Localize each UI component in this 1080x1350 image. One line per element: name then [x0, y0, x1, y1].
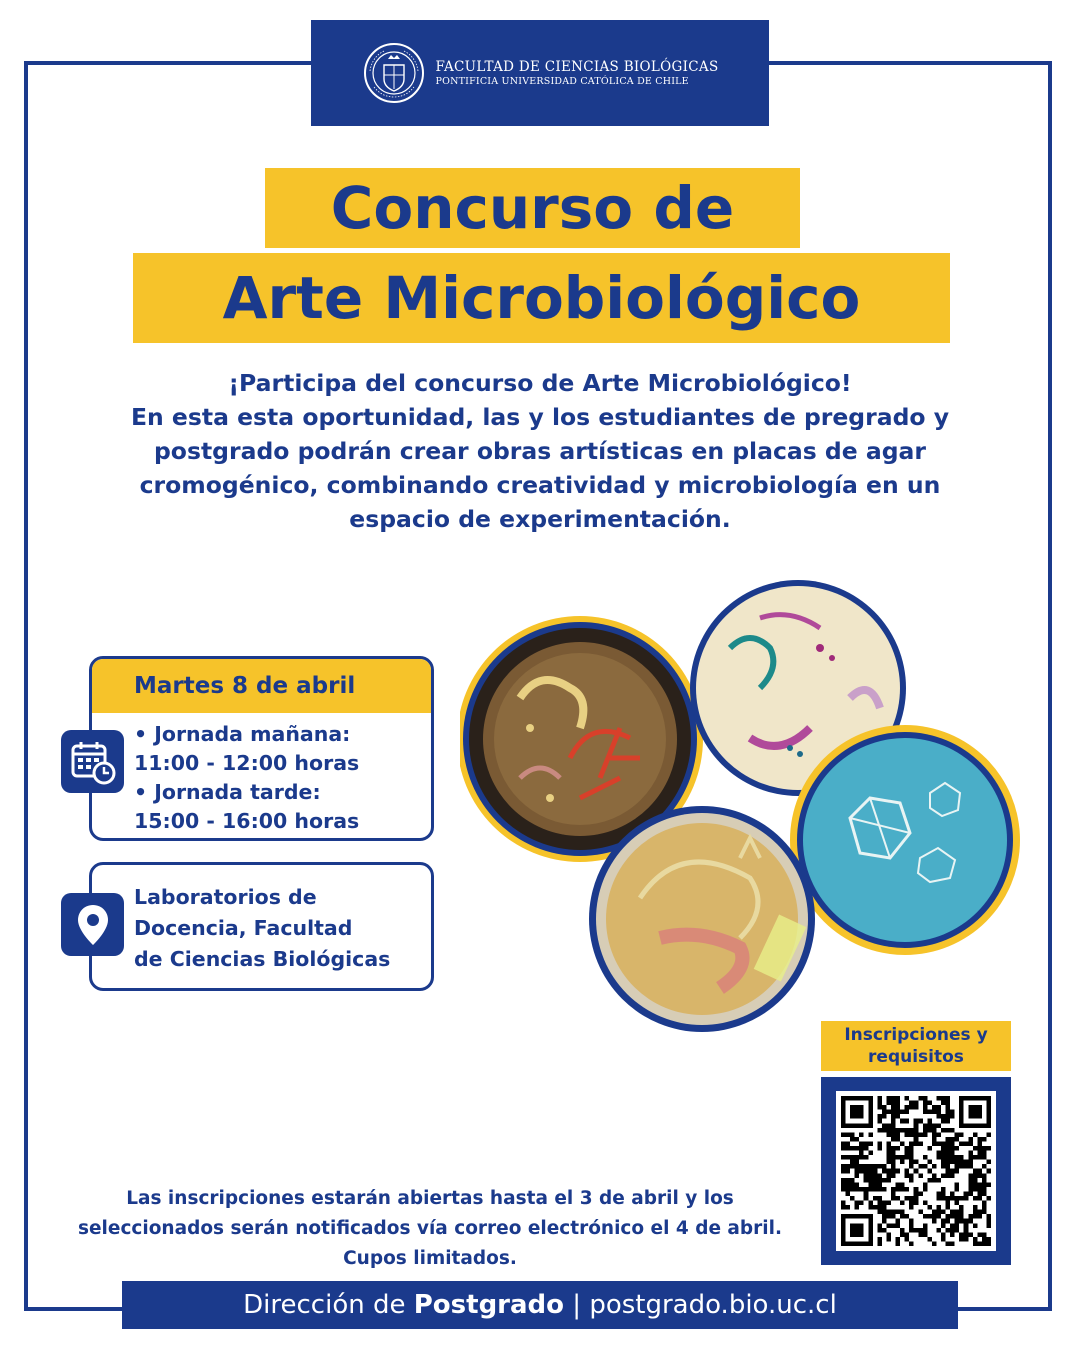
note-text: y los [678, 1188, 734, 1209]
petri-dish-collage [460, 578, 1030, 1048]
intro-line: ¡Participa del concurso de Arte Microbiológico! [228, 369, 852, 397]
footer-prefix: Dirección de [243, 1290, 414, 1320]
schedule-list [92, 713, 431, 836]
location-line: de Ciencias Biológicas [134, 947, 391, 971]
intro-line: espacio de experimentación. [349, 505, 731, 533]
schedule-item: • Jornada tarde: [134, 780, 321, 804]
location-card [89, 862, 434, 991]
intro-line: cromogénico, combinando creatividad y microbiología en un [139, 471, 941, 499]
registration-label-line: Inscripciones y [844, 1025, 988, 1045]
qr-code-icon[interactable] [841, 1096, 991, 1246]
note-deadline: 3 de abril [579, 1188, 679, 1209]
registration-label [821, 1021, 1011, 1071]
registration-label-line: requisitos [868, 1047, 964, 1067]
university-name: PONTIFICIA UNIVERSIDAD CATÓLICA DE CHILE [435, 76, 689, 87]
note-text: Las inscripciones estarán abiertas hasta el [126, 1188, 580, 1209]
petri-dish-yellow-drawing [589, 806, 815, 1032]
location-line: Laboratorios de [134, 885, 317, 909]
note-notification-date: 4 de abril. [675, 1218, 782, 1239]
map-pin-icon [76, 903, 110, 947]
faculty-header [311, 20, 769, 126]
footer-url-link[interactable]: postgrado.bio.uc.cl [589, 1290, 837, 1320]
title-line-1: Concurso de [265, 168, 800, 248]
event-date: Martes 8 de abril [92, 659, 431, 713]
location-text [92, 865, 431, 975]
footer-separator: | [564, 1290, 590, 1320]
registration-note [50, 1184, 810, 1274]
footer-department: Postgrado [413, 1290, 565, 1320]
intro-paragraph [95, 366, 985, 536]
faculty-name: FACULTAD DE CIENCIAS BIOLÓGICAS [435, 59, 719, 75]
intro-line: postgrado podrán crear obras artísticas en placas de agar [153, 437, 926, 465]
calendar-tile [61, 730, 124, 793]
note-limited: Cupos limitados. [343, 1248, 517, 1269]
schedule-item: • Jornada mañana: [134, 722, 351, 746]
intro-line: En esta esta oportunidad, las y los estudiantes de pregrado y [130, 403, 950, 431]
note-text: seleccionados serán notificados vía correo electrónico el [78, 1218, 676, 1239]
schedule-card [89, 656, 434, 841]
footer-bar [122, 1281, 958, 1329]
location-tile [61, 893, 124, 956]
qr-code-frame [821, 1077, 1011, 1265]
schedule-item: 11:00 - 12:00 horas [134, 751, 360, 775]
location-line: Docencia, Facultad [134, 916, 353, 940]
petri-dish-blue-geometric [790, 725, 1020, 955]
schedule-item: 15:00 - 16:00 horas [134, 809, 360, 833]
calendar-clock-icon [70, 739, 116, 785]
title-line-2: Arte Microbiológico [133, 253, 950, 343]
university-seal-icon [362, 41, 426, 105]
